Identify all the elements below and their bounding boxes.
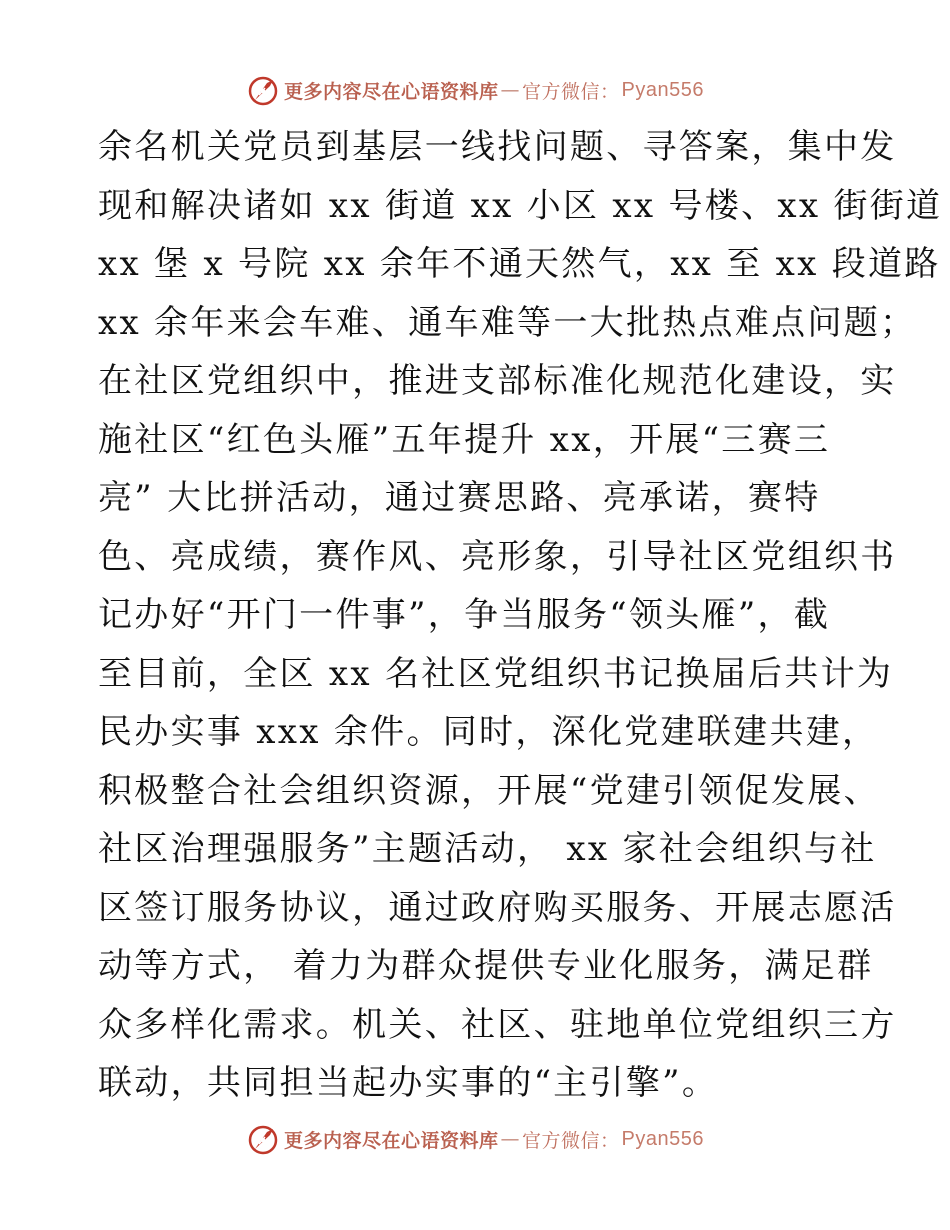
body-line: 色、亮成绩，赛作风、亮形象，引导社区党组织书 bbox=[98, 536, 897, 577]
body-line: 亮” 大比拼活动，通过赛思路、亮承诺，赛特 bbox=[98, 478, 821, 518]
body-line: 联动，共同担当起办实事的“主引擎”。 bbox=[98, 1063, 719, 1103]
body-line: 社区治理强服务”主题活动， xx 家社会组织与社 bbox=[98, 829, 877, 869]
pen-nib-circle-icon bbox=[246, 73, 280, 107]
banner-wechat-label: 官方微信： bbox=[522, 1129, 620, 1152]
banner-separator: — bbox=[500, 1128, 521, 1150]
banner-wechat-handle: Pyan556 bbox=[621, 1127, 704, 1150]
body-line: 施社区“红色头雁”五年提升 xx，开展“三赛三 bbox=[98, 419, 831, 460]
body-line: 至目前，全区 xx 名社区党组织书记换届后共计为 bbox=[98, 653, 894, 694]
banner-brand-text: 更多内容尽在心语资料库 bbox=[284, 1129, 499, 1152]
banner-wechat-label: 官方微信： bbox=[522, 80, 620, 103]
header-banner bbox=[0, 70, 950, 110]
footer-banner bbox=[0, 1119, 950, 1159]
banner-brand-text: 更多内容尽在心语资料库 bbox=[284, 80, 499, 103]
banner-separator: — bbox=[500, 79, 521, 101]
body-line: 动等方式， 着力为群众提供专业化服务，满足群 bbox=[98, 946, 874, 986]
body-line: 余名机关党员到基层一线找问题、寻答案，集中发 bbox=[98, 127, 897, 167]
body-line: 现和解决诸如 xx 街道 xx 小区 xx 号楼、xx 街街道 bbox=[98, 185, 943, 226]
body-line: 积极整合社会组织资源，开展“党建引领促发展、 bbox=[98, 770, 880, 811]
body-paragraph bbox=[98, 118, 943, 1113]
body-line: 众多样化需求。机关、社区、驻地单位党组织三方 bbox=[98, 1004, 897, 1045]
body-line: 在社区党组织中，推进支部标准化规范化建设，实 bbox=[98, 361, 897, 401]
pen-nib-circle-icon bbox=[246, 1122, 280, 1156]
body-line: 民办实事 xxx 余件。同时，深化党建联建共建， bbox=[98, 712, 879, 752]
body-line: xx 堡 x 号院 xx 余年不通天然气，xx 至 xx 段道路 bbox=[98, 244, 941, 284]
banner-wechat-handle: Pyan556 bbox=[621, 78, 704, 101]
body-line: xx 余年来会车难、通车难等一大批热点难点问题； bbox=[98, 302, 917, 343]
body-line: 记办好“开门一件事”，争当服务“领头雁”，截 bbox=[98, 595, 831, 635]
body-line: 区签订服务协议，通过政府购买服务、开展志愿活 bbox=[98, 887, 897, 928]
